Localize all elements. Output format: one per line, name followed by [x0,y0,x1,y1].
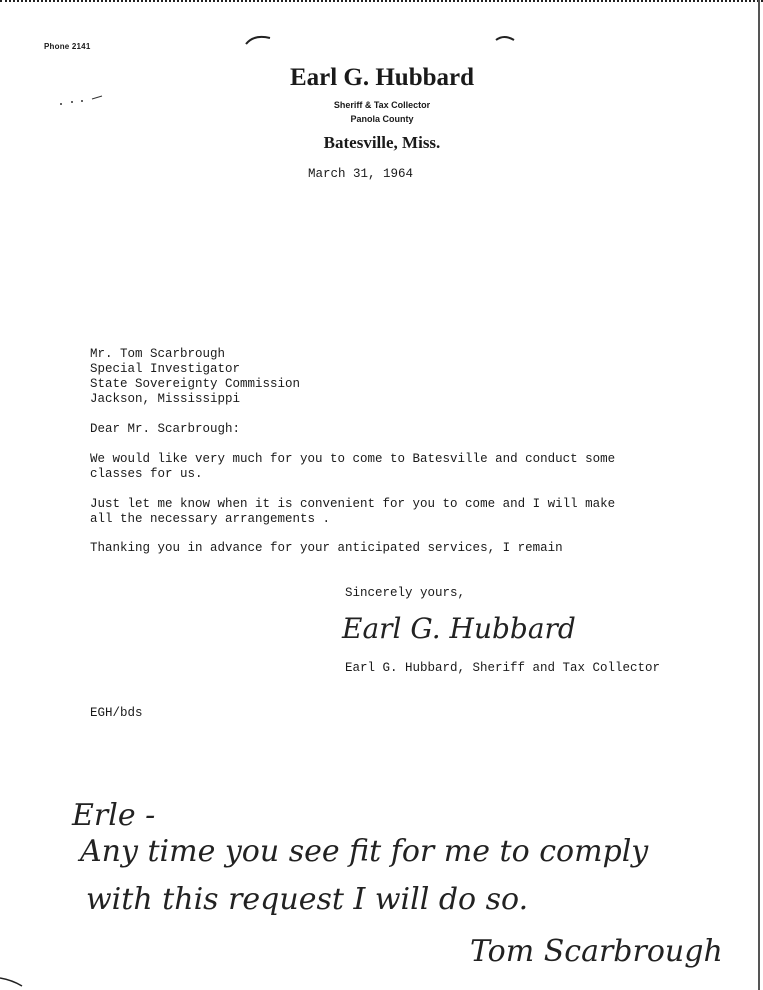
letterhead-city: Batesville, Miss. [323,133,441,152]
body-paragraph-2-line-1: Just let me know when it is convenient for you to come and I will make [90,497,616,511]
recipient-title: Special Investigator [90,362,241,376]
handwritten-note-line-1: Erle - [72,798,156,833]
signature-block: Earl G. Hubbard, Sheriff and Tax Collector [345,661,661,675]
body-paragraph-1-line-1: We would like very much for you to come to Batesville and conduct some [90,452,616,466]
recipient-name: Mr. Tom Scarbrough [90,347,226,361]
handwritten-note-signature: Tom Scarbrough [470,934,723,969]
typist-initials: EGH/bds [90,706,143,720]
letterhead-name: Earl G. Hubbard [289,64,475,91]
body-paragraph-1-line-2: classes for us. [90,467,203,481]
letterhead-phone: Phone 2141 [44,42,91,51]
page-right-edge [758,0,760,990]
recipient-city: Jackson, Mississippi [90,392,241,406]
letterhead-title: Sheriff & Tax Collector [333,100,431,110]
handwritten-note-line-2: Any time you see fit for me to comply [80,834,649,869]
closing: Sincerely yours, [345,586,466,600]
scan-mark-bottom-left [0,974,26,988]
recipient-organization: State Sovereignty Commission [90,377,301,391]
scan-mark-dots [58,92,106,108]
letter-date: March 31, 1964 [308,167,414,181]
body-paragraph-3: Thanking you in advance for your anticipated services, I remain [90,541,563,555]
page-top-edge [0,0,763,6]
handwritten-note-line-3: with this request I will do so. [86,882,529,917]
scan-mark-top-left [244,32,274,46]
body-paragraph-2-line-2: all the necessary arrangements . [90,512,331,526]
signature-script: Earl G. Hubbard [342,612,576,645]
salutation: Dear Mr. Scarbrough: [90,422,241,436]
scan-mark-top-right [494,32,518,44]
letterhead-county: Panola County [350,114,414,124]
